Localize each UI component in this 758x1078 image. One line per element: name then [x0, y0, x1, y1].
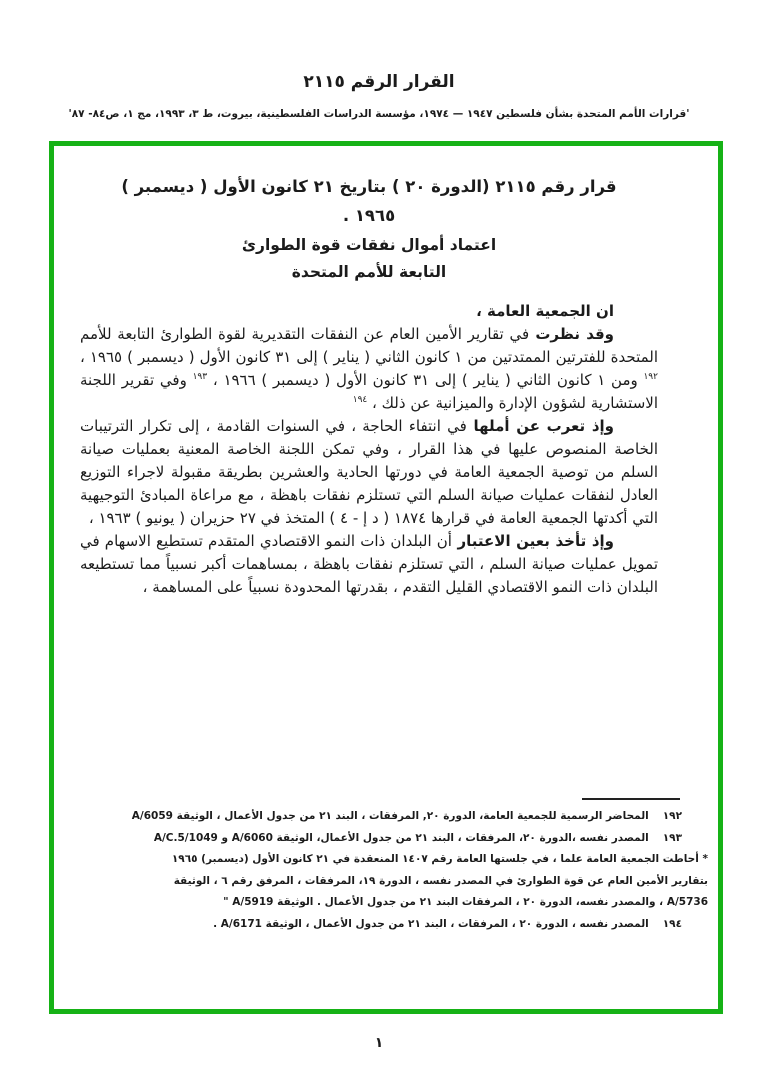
- resolution-subject-line2: التابعة للأمم المتحدة: [291, 263, 447, 281]
- paragraph-text: وقد نظرت: [529, 325, 615, 343]
- footnote-number: ١٩٢: [662, 810, 682, 822]
- paragraph-text: ومن ١ كانون الثاني ( يناير ) إلى ٣١ كانون الأول ( ديسمبر ) ١٩٦٦ ،: [207, 371, 644, 389]
- footnote-text: بتقارير الأمين العام عن قوة الطوارئ في المصدر نفسه ، الدورة ١٩، المرفقات ، المرفق رقم ٦ ، الوثيقة: [173, 874, 708, 887]
- paragraph-text: وإذ تأخذ بعين الاعتبار: [451, 532, 614, 550]
- resolution-box: [49, 141, 723, 1014]
- footnote-text: * أحاطت الجمعية العامة علما ، في جلستها العامة رقم ١٤٠٧ المنعقدة في ٢١ كانون الأول (ديسمبر) ١٩٦٥: [171, 853, 708, 865]
- footnote-separator-rule: [582, 798, 680, 800]
- paragraph-text: وإذ تعرب عن أملها: [466, 417, 614, 435]
- resolution-heading: [80, 172, 658, 230]
- footnote-number: ١٩٣: [662, 831, 682, 844]
- footnote-continuation-line: [74, 849, 708, 871]
- footnote-text: المصدر نفسه ،الدورة ٢٠، المرفقات ، البند ٢١ من جدول الأعمال، الوثيقة A/6060 و A/C.5/1049: [153, 831, 649, 844]
- footnote-text: المحاضر الرسمية للجمعية العامة، الدورة ٢٠, المرفقات ، البند ٢١ من جدول الأعمال ، الوثيقة A/6059: [131, 810, 649, 822]
- resolution-body: [80, 300, 658, 599]
- footnote-number: ١٩٤: [662, 917, 682, 930]
- footnote-line: [74, 914, 682, 936]
- page-title: القرار الرقم ٢١١٥: [303, 72, 455, 92]
- paragraph-text: ان الجمعية العامة ،: [476, 302, 614, 320]
- body-paragraph: [80, 530, 658, 599]
- resolution-heading-line1: قرار رقم ٢١١٥ (الدورة ٢٠ ) بتاريخ ٢١ كانون الأول ( ديسمبر ): [121, 177, 617, 196]
- source-citation: 'قرارات الأمم المتحدة بشأن فلسطين ١٩٤٧ — ١٩٧٤، مؤسسة الدراسات الفلسطينية، بيروت، ط ٣، ١٩٩٣، مج ١، ص٨٤- ٨٧': [68, 108, 690, 120]
- footnote-reference: ١٩٢: [643, 372, 658, 382]
- footnote-continuation-line: [74, 871, 708, 893]
- body-paragraph: [80, 415, 658, 530]
- footnote-line: [74, 806, 682, 828]
- paragraph-text: أن البلدان ذات النمو الاقتصادي المتقدم تستطيع الاسهام في تمويل عمليات صيانة السلم ، التي تستلزم نفقات باهظة ، بمساهمات أكبر نسبياً مما تستطيعه البلدان ذات النمو الاقتصادي القليل التقدم ، بقدرتها المحدودة نسبياً على المساهمة ،: [80, 532, 658, 596]
- footnote-text: A/5736 ، والمصدر نفسه، الدورة ٢٠ ، المرفقات البند ٢١ من جدول الأعمال . الوثيقة A/5919 ": [223, 896, 708, 908]
- body-paragraph: [80, 323, 658, 415]
- footnote-text: المصدر نفسه ، الدورة ٢٠ ، المرفقات ، البند ٢١ من جدول الأعمال ، الوثيقة A/6171 .: [213, 917, 649, 930]
- footnotes-section: [74, 798, 708, 935]
- paragraph-text: في انتفاء الحاجة ، في السنوات القادمة ، إلى تكرار الترتيبات الخاصة المنصوص عليها في هذا القرار ، وفي تمكن اللجنة الخاصة المعنية بعمليات صيانة السلم من توصية الجمعية العامة في دورتها الحادية والعشرين بطريقة مقبولة لاجراء التوزيع العادل لنفقات عمليات صيانة السلم التي تستلزم نفقات باهظة ، مع مراعاة المبادئ التوجيهية التي أكدتها الجمعية العامة في قرارها ١٨٧٤ ( د إ - ٤ ) المتخذ في ٢٧ حزيران ( يونيو ) ١٩٦٣ ،: [80, 417, 658, 527]
- footnote-reference: ١٩٤: [352, 395, 368, 405]
- footnote-line: [74, 828, 682, 850]
- resolution-heading-line2: ١٩٦٥ .: [342, 206, 396, 225]
- footnote-reference: ١٩٣: [192, 372, 208, 382]
- footnote-continuation-line: [74, 892, 708, 914]
- resolution-subject-line1: اعتماد أموال نفقات قوة الطوارئ: [241, 236, 497, 254]
- resolution-subject: [80, 232, 658, 286]
- page-number: ١: [374, 1035, 384, 1051]
- resolution-box-inner: [54, 146, 718, 1009]
- footnote-lines: [74, 806, 708, 935]
- paragraph-text: وفي تقرير اللجنة الاستشارية لشؤون الإدارة والميزانية عن ذلك ،: [80, 371, 658, 412]
- body-paragraph: [80, 300, 658, 323]
- paragraph-text: في تقارير الأمين العام عن النفقات التقديرية لقوة الطوارئ التابعة للأمم المتحدة للفترتين الممتدتين من ١ كانون الثاني ( يناير ) إلى ٣١ كانون الأول ( ديسمبر ) ١٩٦٥ ،: [80, 325, 658, 366]
